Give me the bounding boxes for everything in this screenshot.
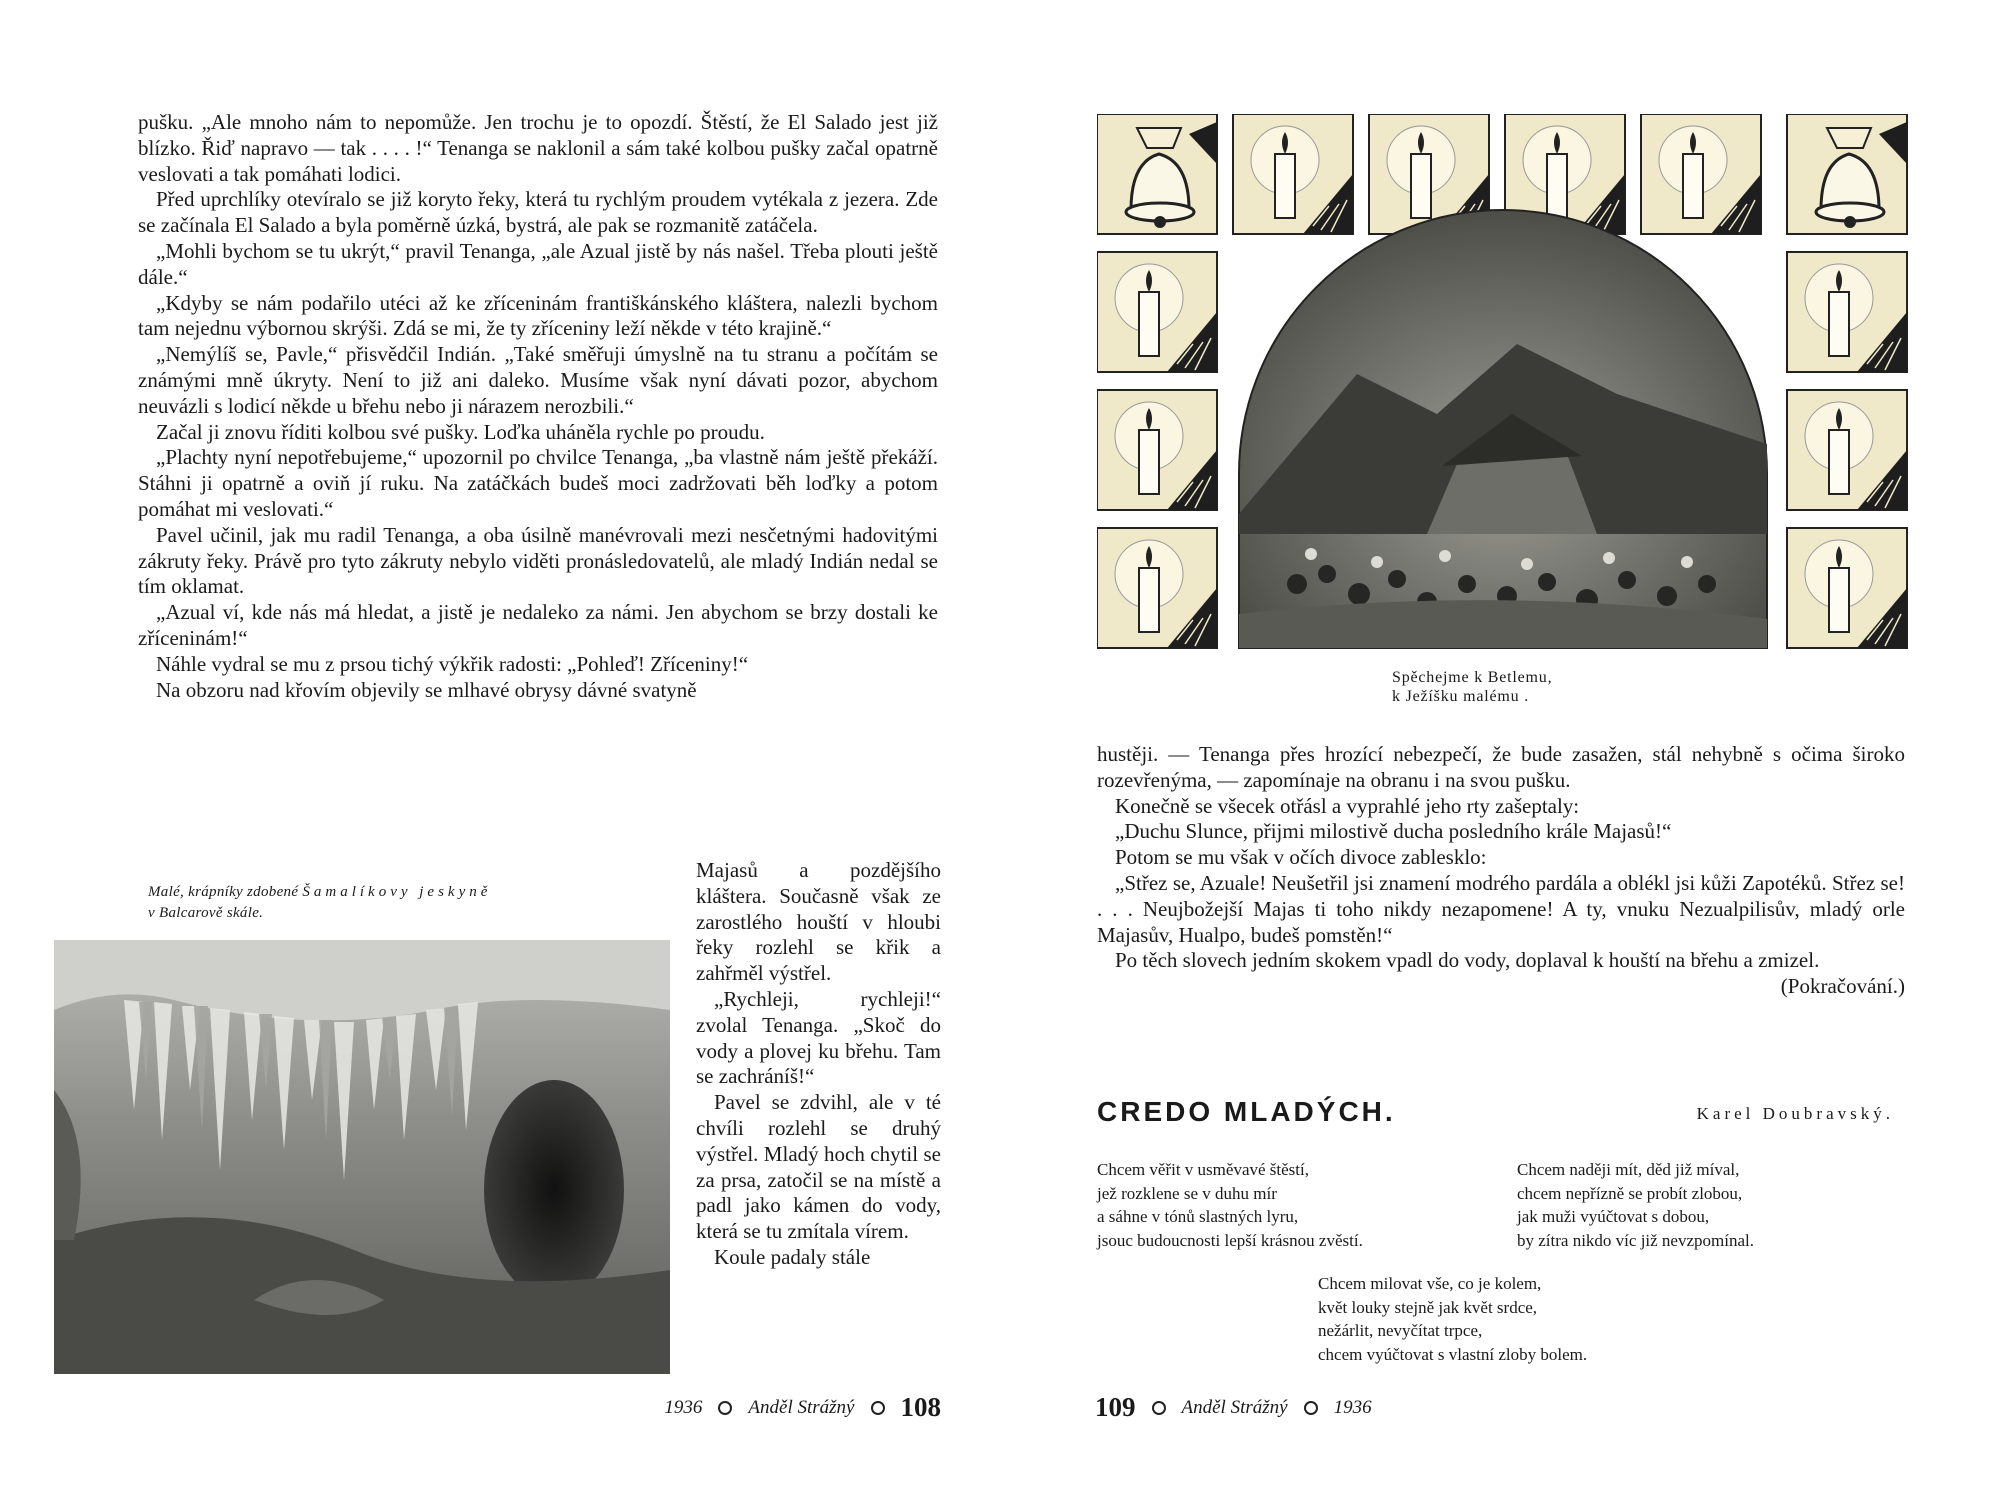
ring-icon — [871, 1401, 885, 1415]
poem-line: Chcem věřit v usměvavé štěstí, — [1097, 1160, 1309, 1179]
paragraph: Pavel učinil, jak mu radil Tenanga, a oba úsilně manévrovali mezi nesčetnými hadovitými zákruty řeky. Právě pro tyto zákruty nebylo viděti pronásledovatelů, ale mladý Indián nedal se tím oklamat. — [138, 522, 938, 599]
folio-year: 1936 — [664, 1396, 703, 1418]
caption-line: Spěchejme k Betlemu, — [1392, 669, 1553, 686]
paragraph: „Mohli bychom se tu ukrýt,“ pravil Tenanga, „ale Azual jistě by nás našel. Třeba plouti ještě dále.“ — [138, 238, 938, 289]
poem-line: jak muži vyúčtovat s dobou, — [1517, 1207, 1710, 1226]
paragraph: Potom se mu však v očích divoce zablesklo: — [1115, 845, 1487, 870]
paragraph: „Plachty nyní nepotřebujeme,“ upozornil po chvilce Tenanga, „ba vlastně nám ještě překáží. Stáhni ji opatrně a oviň jí ruku. Na zatáčkách budeš moci zadržovati běh loďky a potom pomáhat mi veslovati.“ — [138, 445, 938, 521]
paragraph: Koule padaly stále — [714, 1244, 871, 1269]
christmas-illustration — [1097, 114, 1909, 660]
poem-line: chcem nepřízně se probít zlobou, — [1517, 1183, 1743, 1203]
poem-line: by zítra nikdo víc již nevzpomínal. — [1517, 1230, 1754, 1250]
paragraph: Majasů a pozdějšího kláštera. Současně však ze zarostlého houští v hloubi řeky rozlehl se křik a zahřměl výstřel. — [696, 858, 941, 986]
right-page — [997, 0, 1994, 1500]
poem-stanza-3 — [1318, 1272, 1587, 1366]
right-main-text — [1097, 742, 1905, 1000]
poem-line: jež rozklene se v duhu mír — [1097, 1183, 1277, 1203]
paragraph: Před uprchlíky otevíralo se již koryto řeky, která tu rychlým proudem vytékala z jezera. Zde se začínala El Salado a byla poměrně úzká, bystrá, ale pak se rozmanitě zatáčela. — [138, 187, 938, 238]
poem-line: jsouc budoucnosti lepší krásnou zvěstí. — [1097, 1230, 1363, 1250]
caption-text: Malé, krápníky zdobené — [148, 884, 299, 900]
paragraph: Konečně se všecek otřásl a vyprahlé jeho rty zašeptaly: — [1115, 793, 1580, 818]
poem-line: nežárlit, nevyčítat trpce, — [1318, 1321, 1483, 1340]
paragraph: Pavel se zdvihl, ale v té chvíli rozlehl se druhý výstřel. Mladý hoch chytil se za prsa, zatočil se na místě a padl jako kámen do vody, která se tu zmítala vírem. — [696, 1090, 941, 1244]
poem-line: Chcem milovat vše, co je kolem, — [1318, 1274, 1542, 1293]
folio-year: 1936 — [1333, 1396, 1372, 1418]
paragraph: „Kdyby se nám podařilo utéci až ke zříceninám františkánského kláštera, nalezli bychom tam nejednu výbornou skrýši. Zdá se mi, že ty zříceniny leží někde v této krajině.“ — [138, 290, 938, 341]
paragraph: Náhle vydral se mu z prsou tichý výkřik radosti: „Pohleď! Zříceniny!“ — [156, 651, 749, 676]
poem-line: květ louky stejně jak květ srdce, — [1318, 1297, 1538, 1317]
paragraph: Začal ji znovu říditi kolbou své pušky. Loďka uháněla rychle po proudu. — [156, 419, 765, 444]
poem-author: Karel Doubravský. — [1696, 1104, 1894, 1123]
left-narrow-text — [696, 858, 941, 1271]
left-main-text — [138, 110, 938, 703]
ring-icon — [1304, 1401, 1318, 1415]
page-number: 108 — [900, 1392, 941, 1422]
paragraph: „Rychleji, rychleji!“ zvolal Tenanga. „Skoč do vody a plovej ku břehu. Tam se zachráníš!“ — [696, 986, 941, 1089]
cave-photo — [54, 940, 670, 1374]
left-folio — [664, 1392, 941, 1423]
poem-title: CREDO MLADÝCH. — [1097, 1096, 1396, 1127]
poem-line: Chcem naději mít, děd již míval, — [1517, 1160, 1740, 1179]
paragraph: „Střez se, Azuale! Neušetřil jsi znamení modrého pardála a oblékl jsi kůži Zapotéků. Střez se! . . . Neujbožejší Majas ti toho nikdy nezapomene! A ty, vnuku Nezualpilisův, mladý orle Majasův, Hualpo, budeš pomstěn!“ — [1097, 870, 1905, 947]
poem-stanza-1 — [1097, 1158, 1363, 1252]
caption-spaced-text: Šamalíkovy jeskyně — [302, 884, 492, 900]
poem-line: a sáhne v tónů slastných lyru, — [1097, 1207, 1299, 1226]
ring-icon — [718, 1401, 732, 1415]
cave-photo-caption — [148, 882, 670, 924]
paragraph: pušku. „Ale mnoho nám to nepomůže. Jen trochu je to opozdí. Štěstí, že El Salado jest již blízko. Řiď napravo — tak . . . . !“ Tenanga se naklonil a sám také kolbou pušky začal opatrně veslovati a tak pomáhati lodici. — [138, 110, 938, 186]
continued-note: (Pokračování.) — [1780, 974, 1905, 999]
paragraph: „Nemýlíš se, Pavle,“ přisvědčil Indián. „Také směřuji úmyslně na tu stranu a počítám se známými mně úkryty. Není to již ani daleko. Musíme však nyní dávati pozor, abychom neuvázli s lodicí někde u břehu nebo ji nárazem nerozbili.“ — [138, 342, 938, 418]
poem-line: chcem vyúčtovat s vlastní zloby bolem. — [1318, 1344, 1588, 1364]
paragraph: Po těch slovech jedním skokem vpadl do vody, doplaval k houští na břehu a zmizel. — [1115, 948, 1820, 973]
caption-line: k Ježíšku malému . — [1392, 688, 1530, 705]
right-folio — [1095, 1392, 1372, 1423]
poem-stanza-2 — [1517, 1158, 1754, 1252]
paragraph: „Azual ví, kde nás má hledat, a jistě je nedaleko za námi. Jen abychom se brzy dostali ke zříceninám!“ — [138, 600, 938, 650]
ring-icon — [1152, 1401, 1166, 1415]
paragraph: „Duchu Slunce, přijmi milostivě ducha posledního krále Majasů!“ — [1115, 819, 1672, 844]
page-number: 109 — [1095, 1392, 1136, 1422]
folio-title: Anděl Strážný — [748, 1396, 855, 1418]
paragraph: hustěji. — Tenanga přes hrozící nebezpečí, že bude zasažen, stál nehybně s očima široko rozevřenýma, — zapomínaje na obranu i na svou pušku. — [1097, 742, 1905, 792]
paragraph: Na obzoru nad křovím objevily se mlhavé obrysy dávné svatyně — [156, 677, 697, 702]
folio-title: Anděl Strážný — [1181, 1396, 1288, 1418]
illustration-caption — [1392, 668, 1692, 706]
caption-text: v Balcarově skále. — [148, 905, 264, 921]
